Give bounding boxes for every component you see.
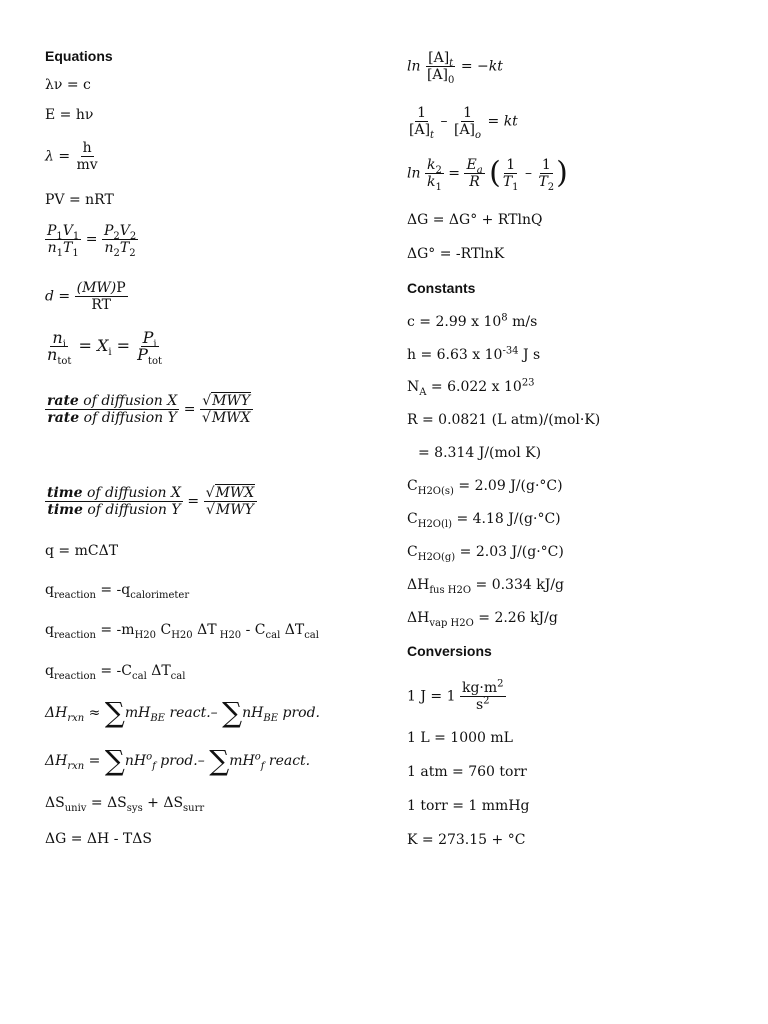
eq-delta-h-formation: $\Delta H_{rxn} = \sum nH^o_f$ prod.– $\sum mH^o_f$ react. xyxy=(45,744,311,777)
eq-photon-energy: E = hν xyxy=(45,107,94,123)
eq-second-order: $\frac{1}{[A]_t}$ – $\frac{1}{[A]_o}$ = kt xyxy=(409,105,518,141)
conv-liter: 1 L = 1000 mL xyxy=(407,730,513,746)
const-h-fusion: $\Delta H_{fus H2O} = 0.334$ kJ/g xyxy=(407,577,564,596)
const-c-steam: $C_{H2O(g)} = 2.03$ J/(g·°C) xyxy=(407,544,564,563)
conv-torr: 1 torr = 1 mmHg xyxy=(407,798,530,814)
const-speed-of-light: c = 2.99 x $10^8$ m/s xyxy=(407,312,538,330)
eq-diffusion-time: $\frac{\text{time of diffusion X}}{\text{time of diffusion Y}}$ = $\frac{\text{√MWX}}{\text{√MWY}}$ xyxy=(45,485,257,518)
eq-de-broglie xyxy=(45,140,100,173)
conversions-heading: Conversions xyxy=(407,643,492,659)
eq-q-reaction-1: $q_{reaction} = -q_{calorimeter}$ xyxy=(45,582,190,601)
eq-gibbs-q: ΔG = ΔG° + RTlnQ xyxy=(407,212,543,228)
eq-gibbs-k: ΔG° = -RTlnK xyxy=(407,246,505,262)
conv-joule: 1 J = 1 $\frac{kg\cdot m^2}{s^2}$ xyxy=(407,678,504,713)
const-h-vaporization: $\Delta H_{vap H2O} = 2.26$ kJ/g xyxy=(407,610,558,629)
eq-mole-fraction: $\frac{n_i}{n_{tot}}$ = $X_i$ = $\frac{P_i}{P_{tot}}$ xyxy=(47,328,162,368)
eq-ideal-gas: PV = nRT xyxy=(45,192,114,208)
eq-wave: λν = c xyxy=(45,77,91,93)
equations-heading: Equations xyxy=(45,48,113,64)
const-gas-r-atm: R = 0.0821 (L atm)/(mol·K) xyxy=(407,412,601,428)
eq-density: d = $\frac{(MW)P}{RT}$ xyxy=(45,280,126,313)
const-avogadro: $N_A = 6.022$ x $10^{23}$ xyxy=(407,377,535,398)
eq-first-order: ln $\frac{[A]_t}{[A]_0}$ = −kt xyxy=(407,50,503,86)
const-c-ice: $C_{H2O(s)} = 2.09$ J/(g·°C) xyxy=(407,478,563,497)
eq-combined-gas: $\frac{P_1V_1}{n_1T_1}$ = $\frac{P_2V_2}{n_2T_2}$ xyxy=(47,223,137,259)
eq-heat: q = mCΔT xyxy=(45,543,119,559)
eq-delta-h-bond-energy: $\Delta H_{rxn} \approx \sum mH_{BE}$ react.– $\sum nH_{BE}$ prod. xyxy=(45,696,320,729)
eq-gibbs: ΔG = ΔH - TΔS xyxy=(45,831,152,847)
eq-arrhenius: ln $\frac{k_2}{k_1}$ = $\frac{E_a}{R}$ ( $\frac{1}{T_1}$ – $\frac{1}{T_2}$ ) xyxy=(407,155,568,193)
const-c-water: $C_{H2O(l)} = 4.18$ J/(g·°C) xyxy=(407,511,561,530)
conv-atm: 1 atm = 760 torr xyxy=(407,764,527,780)
eq-de-broglie-num: h xyxy=(82,140,92,156)
eq-diffusion-rate: $\frac{\text{rate of diffusion X}}{\text{rate of diffusion Y}}$ = $\frac{\text{√MWY}}{\text{√MWX}}$ xyxy=(45,393,254,426)
eq-entropy: $\Delta S_{univ} = \Delta S_{sys} + \Delta S_{surr}$ xyxy=(45,795,205,814)
eq-de-broglie-lhs: λ = xyxy=(45,148,71,165)
eq-de-broglie-den: mv xyxy=(76,157,98,173)
eq-q-reaction-3: $q_{reaction} = -C_{cal}$ $\Delta T_{cal}$ xyxy=(45,663,186,682)
constants-heading: Constants xyxy=(407,280,476,296)
const-gas-r-joule: = 8.314 J/(mol K) xyxy=(418,445,542,461)
const-planck: h = 6.63 x $10^{-34}$ J s xyxy=(407,345,541,363)
eq-q-reaction-2: $q_{reaction} = -m_{H20}$ $C_{H20}$ ΔT $_{H20} - C_{cal}$ $\Delta T_{cal}$ xyxy=(45,622,319,641)
conv-kelvin: K = 273.15 + °C xyxy=(407,832,526,848)
